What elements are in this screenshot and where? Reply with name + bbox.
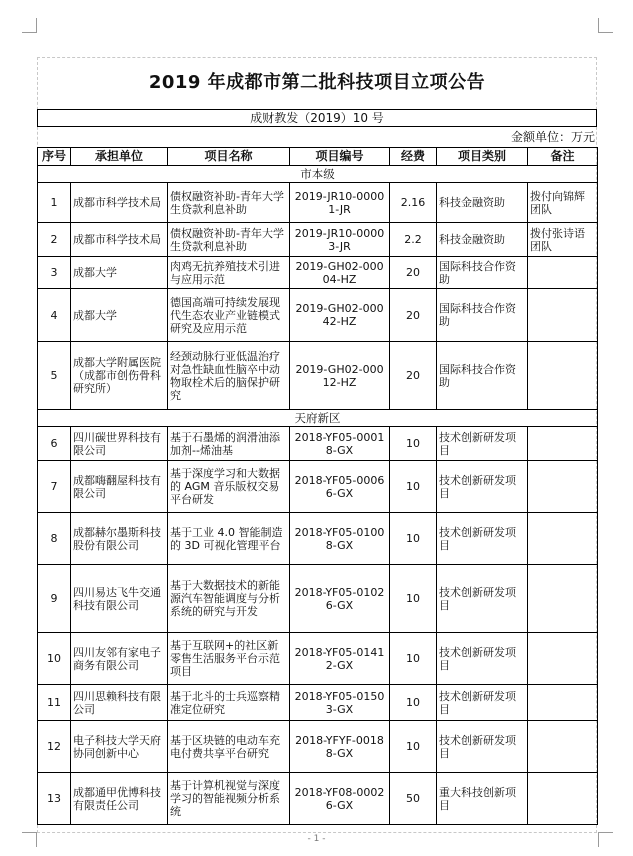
cell-note bbox=[528, 633, 598, 685]
header-name: 项目名称 bbox=[168, 148, 290, 166]
cell-name: 基于工业 4.0 智能制造的 3D 可视化管理平台 bbox=[168, 513, 290, 565]
document-number: 成财教发（2019）10 号 bbox=[37, 109, 597, 127]
cell-unit: 四川友邻有家电子商务有限公司 bbox=[71, 633, 168, 685]
cell-category: 科技金融资助 bbox=[437, 223, 528, 257]
cell-note bbox=[528, 461, 598, 513]
cell-no: 1 bbox=[38, 183, 71, 223]
cell-code: 2019-JR10-00003-JR bbox=[290, 223, 390, 257]
table-row bbox=[38, 513, 598, 565]
table-row bbox=[38, 342, 598, 410]
cell-category: 技术创新研发项目 bbox=[437, 721, 528, 773]
page-number: - 1 - bbox=[307, 834, 326, 844]
cell-fund: 10 bbox=[390, 633, 437, 685]
cell-note: 拨付张诗语团队 bbox=[528, 223, 598, 257]
cell-unit: 成都大学 bbox=[71, 257, 168, 289]
cell-fund: 10 bbox=[390, 427, 437, 461]
cell-code: 2018-YF05-01412-GX bbox=[290, 633, 390, 685]
cell-no: 5 bbox=[38, 342, 71, 410]
cell-name: 德国高端可持续发展现代生态农业产业链模式研究及应用示范 bbox=[168, 289, 290, 342]
cell-no: 13 bbox=[38, 773, 71, 825]
cell-fund: 2.16 bbox=[390, 183, 437, 223]
cell-unit: 成都通甲优博科技有限责任公司 bbox=[71, 773, 168, 825]
document-title: 2019 年成都市第二批科技项目立项公告 bbox=[148, 72, 486, 93]
cell-code: 2019-GH02-00004-HZ bbox=[290, 257, 390, 289]
table-row bbox=[38, 685, 598, 721]
cell-category: 技术创新研发项目 bbox=[437, 461, 528, 513]
cell-fund: 20 bbox=[390, 257, 437, 289]
header-code: 项目编号 bbox=[290, 148, 390, 166]
cell-category: 技术创新研发项目 bbox=[437, 427, 528, 461]
cell-category: 技术创新研发项目 bbox=[437, 633, 528, 685]
cell-fund: 50 bbox=[390, 773, 437, 825]
header-fund: 经费 bbox=[390, 148, 437, 166]
cell-unit: 成都嗨翻屋科技有限公司 bbox=[71, 461, 168, 513]
cell-fund: 10 bbox=[390, 565, 437, 633]
cell-name: 基于互联网+的社区新零售生活服务平台示范项目 bbox=[168, 633, 290, 685]
cell-note bbox=[528, 685, 598, 721]
cell-name: 基于区块链的电动车充电付费共享平台研究 bbox=[168, 721, 290, 773]
cell-fund: 20 bbox=[390, 289, 437, 342]
cell-name: 肉鸡无抗养殖技术引进与应用示范 bbox=[168, 257, 290, 289]
cell-category: 国际科技合作资助 bbox=[437, 257, 528, 289]
unit-label: 金额单位：万元 bbox=[510, 130, 595, 144]
cell-name: 基于深度学习和大数据的 AGM 音乐版权交易平台研发 bbox=[168, 461, 290, 513]
cell-category: 技术创新研发项目 bbox=[437, 685, 528, 721]
cell-no: 12 bbox=[38, 721, 71, 773]
cell-code: 2018-YF05-01008-GX bbox=[290, 513, 390, 565]
cell-fund: 2.2 bbox=[390, 223, 437, 257]
cell-no: 11 bbox=[38, 685, 71, 721]
table-row bbox=[38, 633, 598, 685]
cell-unit: 电子科技大学天府协同创新中心 bbox=[71, 721, 168, 773]
cell-category: 科技金融资助 bbox=[437, 183, 528, 223]
cell-unit: 成都大学附属医院（成都市创伤骨科研究所） bbox=[71, 342, 168, 410]
table-row bbox=[38, 461, 598, 513]
cell-note bbox=[528, 513, 598, 565]
cell-note bbox=[528, 565, 598, 633]
cell-note bbox=[528, 427, 598, 461]
cell-name: 基于大数据技术的新能源汽车智能调度与分析系统的研究与开发 bbox=[168, 565, 290, 633]
cell-fund: 10 bbox=[390, 513, 437, 565]
table-row bbox=[38, 223, 598, 257]
section-row bbox=[38, 410, 598, 427]
cell-code: 2018-YF05-01026-GX bbox=[290, 565, 390, 633]
cell-category: 国际科技合作资助 bbox=[437, 342, 528, 410]
cell-code: 2019-GH02-00012-HZ bbox=[290, 342, 390, 410]
cell-note: 拨付向锦辉团队 bbox=[528, 183, 598, 223]
project-table bbox=[37, 147, 598, 825]
cell-name: 债权融资补助-青年大学生贷款利息补助 bbox=[168, 223, 290, 257]
header-no: 序号 bbox=[38, 148, 71, 166]
page-corner-mark bbox=[598, 18, 613, 33]
cell-code: 2018-YF05-00066-GX bbox=[290, 461, 390, 513]
cell-name: 债权融资补助-青年大学生贷款利息补助 bbox=[168, 183, 290, 223]
cell-no: 10 bbox=[38, 633, 71, 685]
cell-name: 基于北斗的士兵巡察精准定位研究 bbox=[168, 685, 290, 721]
section-row bbox=[38, 166, 598, 183]
cell-code: 2018-YF08-00026-GX bbox=[290, 773, 390, 825]
cell-fund: 10 bbox=[390, 721, 437, 773]
cell-code: 2019-JR10-00001-JR bbox=[290, 183, 390, 223]
cell-no: 3 bbox=[38, 257, 71, 289]
cell-name: 基于石墨烯的润滑油添加剂--烯油基 bbox=[168, 427, 290, 461]
cell-unit: 成都市科学技术局 bbox=[71, 183, 168, 223]
cell-no: 2 bbox=[38, 223, 71, 257]
section-label: 天府新区 bbox=[38, 410, 598, 427]
header-note: 备注 bbox=[528, 148, 598, 166]
table-row bbox=[38, 773, 598, 825]
cell-category: 技术创新研发项目 bbox=[437, 513, 528, 565]
cell-name: 基于计算机视觉与深度学习的智能视频分析系统 bbox=[168, 773, 290, 825]
table-row bbox=[38, 721, 598, 773]
cell-category: 技术创新研发项目 bbox=[437, 565, 528, 633]
cell-fund: 20 bbox=[390, 342, 437, 410]
cell-unit: 成都赫尔墨斯科技股份有限公司 bbox=[71, 513, 168, 565]
table-row bbox=[38, 427, 598, 461]
cell-unit: 成都市科学技术局 bbox=[71, 223, 168, 257]
cell-note bbox=[528, 721, 598, 773]
cell-category: 国际科技合作资助 bbox=[437, 289, 528, 342]
section-label: 市本级 bbox=[38, 166, 598, 183]
cell-no: 7 bbox=[38, 461, 71, 513]
cell-code: 2018-YFYF-00188-GX bbox=[290, 721, 390, 773]
header-category: 项目类别 bbox=[437, 148, 528, 166]
header-row bbox=[38, 148, 598, 166]
cell-note bbox=[528, 773, 598, 825]
cell-note bbox=[528, 342, 598, 410]
cell-note bbox=[528, 257, 598, 289]
cell-code: 2019-GH02-00042-HZ bbox=[290, 289, 390, 342]
cell-unit: 成都大学 bbox=[71, 289, 168, 342]
table-row bbox=[38, 565, 598, 633]
cell-code: 2018-YF05-01503-GX bbox=[290, 685, 390, 721]
table-row bbox=[38, 289, 598, 342]
cell-no: 6 bbox=[38, 427, 71, 461]
cell-fund: 10 bbox=[390, 461, 437, 513]
cell-no: 9 bbox=[38, 565, 71, 633]
cell-name: 经颈动脉行亚低温治疗对急性缺血性脑卒中动物取栓术后的脑保护研究 bbox=[168, 342, 290, 410]
cell-no: 8 bbox=[38, 513, 71, 565]
table-row bbox=[38, 183, 598, 223]
cell-no: 4 bbox=[38, 289, 71, 342]
cell-unit: 四川思赖科技有限公司 bbox=[71, 685, 168, 721]
cell-code: 2018-YF05-00018-GX bbox=[290, 427, 390, 461]
table-row bbox=[38, 257, 598, 289]
cell-category: 重大科技创新项目 bbox=[437, 773, 528, 825]
header-unit: 承担单位 bbox=[71, 148, 168, 166]
page-corner-mark bbox=[22, 18, 37, 33]
cell-unit: 四川易达飞牛交通科技有限公司 bbox=[71, 565, 168, 633]
cell-unit: 四川碳世界科技有限公司 bbox=[71, 427, 168, 461]
cell-note bbox=[528, 289, 598, 342]
cell-fund: 10 bbox=[390, 685, 437, 721]
